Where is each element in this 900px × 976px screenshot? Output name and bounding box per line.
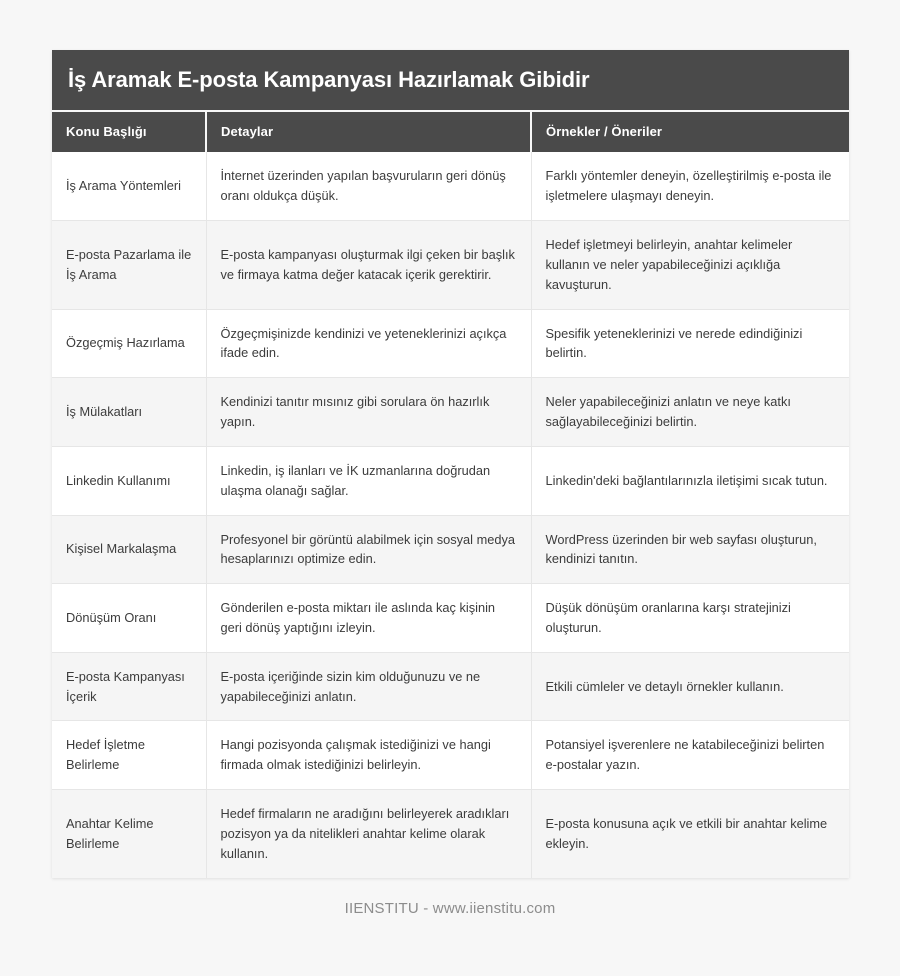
cell-details: Kendinizi tanıtır mısınız gibi sorulara ön hazırlık yapın. bbox=[206, 378, 531, 447]
table-row bbox=[52, 790, 849, 878]
cell-topic: Hedef İşletme Belirleme bbox=[52, 721, 206, 790]
cell-examples: E-posta konusuna açık ve etkili bir anahtar kelime ekleyin. bbox=[531, 790, 849, 878]
cell-examples: Spesifik yeteneklerinizi ve nerede edindiğinizi belirtin. bbox=[531, 309, 849, 378]
table-row bbox=[52, 652, 849, 721]
cell-examples: Etkili cümleler ve detaylı örnekler kullanın. bbox=[531, 652, 849, 721]
column-header-examples: Örnekler / Öneriler bbox=[531, 112, 849, 152]
cell-details: E-posta kampanyası oluşturmak ilgi çeken bir başlık ve firmaya katma değer katacak içerik gerektirir. bbox=[206, 221, 531, 309]
table-row bbox=[52, 584, 849, 653]
column-header-details: Detaylar bbox=[206, 112, 531, 152]
table-header bbox=[52, 112, 849, 152]
table-header-row bbox=[52, 112, 849, 152]
cell-topic: E-posta Kampanyası İçerik bbox=[52, 652, 206, 721]
cell-details: Hangi pozisyonda çalışmak istediğinizi ve hangi firmada olmak istediğinizi belirleyin. bbox=[206, 721, 531, 790]
table-body bbox=[52, 152, 849, 877]
cell-topic: Linkedin Kullanımı bbox=[52, 446, 206, 515]
table-row bbox=[52, 515, 849, 584]
cell-details: Linkedin, iş ilanları ve İK uzmanlarına doğrudan ulaşma olanağı sağlar. bbox=[206, 446, 531, 515]
cell-examples: Düşük dönüşüm oranlarına karşı stratejinizi oluşturun. bbox=[531, 584, 849, 653]
cell-details: E-posta içeriğinde sizin kim olduğunuzu ve ne yapabileceğinizi anlatın. bbox=[206, 652, 531, 721]
cell-examples: Linkedin'deki bağlantılarınızla iletişimi sıcak tutun. bbox=[531, 446, 849, 515]
cell-examples: Hedef işletmeyi belirleyin, anahtar kelimeler kullanın ve neler yapabileceğinizi açıklığa kavuşturun. bbox=[531, 221, 849, 309]
cell-examples: Farklı yöntemler deneyin, özelleştirilmiş e-posta ile işletmelere ulaşmayı deneyin. bbox=[531, 152, 849, 220]
content-table bbox=[52, 112, 849, 877]
table-row bbox=[52, 378, 849, 447]
cell-examples: Potansiyel işverenlere ne katabileceğinizi belirten e-postalar yazın. bbox=[531, 721, 849, 790]
table-row bbox=[52, 721, 849, 790]
cell-topic: İş Mülakatları bbox=[52, 378, 206, 447]
cell-details: Özgeçmişinizde kendinizi ve yeteneklerinizi açıkça ifade edin. bbox=[206, 309, 531, 378]
table-row bbox=[52, 221, 849, 309]
cell-examples: Neler yapabileceğinizi anlatın ve neye katkı sağlayabileceğinizi belirtin. bbox=[531, 378, 849, 447]
footer-attribution: IIENSTITU - www.iienstitu.com bbox=[344, 900, 556, 917]
table-row bbox=[52, 446, 849, 515]
table-card bbox=[52, 50, 849, 878]
cell-details: Gönderilen e-posta miktarı ile aslında kaç kişinin geri dönüş yaptığını izleyin. bbox=[206, 584, 531, 653]
cell-topic: Dönüşüm Oranı bbox=[52, 584, 206, 653]
cell-details: İnternet üzerinden yapılan başvuruların geri dönüş oranı oldukça düşük. bbox=[206, 152, 531, 220]
table-row bbox=[52, 309, 849, 378]
page-title: İş Aramak E-posta Kampanyası Hazırlamak Gibidir bbox=[52, 50, 849, 112]
cell-examples: WordPress üzerinden bir web sayfası oluşturun, kendinizi tanıtın. bbox=[531, 515, 849, 584]
cell-topic: E-posta Pazarlama ile İş Arama bbox=[52, 221, 206, 309]
cell-details: Profesyonel bir görüntü alabilmek için sosyal medya hesaplarınızı optimize edin. bbox=[206, 515, 531, 584]
cell-topic: Özgeçmiş Hazırlama bbox=[52, 309, 206, 378]
cell-topic: İş Arama Yöntemleri bbox=[52, 152, 206, 220]
cell-topic: Anahtar Kelime Belirleme bbox=[52, 790, 206, 878]
cell-topic: Kişisel Markalaşma bbox=[52, 515, 206, 584]
column-header-topic: Konu Başlığı bbox=[52, 112, 206, 152]
cell-details: Hedef firmaların ne aradığını belirleyerek aradıkları pozisyon ya da nitelikleri anahtar kelime olarak kullanın. bbox=[206, 790, 531, 878]
table-row bbox=[52, 152, 849, 220]
